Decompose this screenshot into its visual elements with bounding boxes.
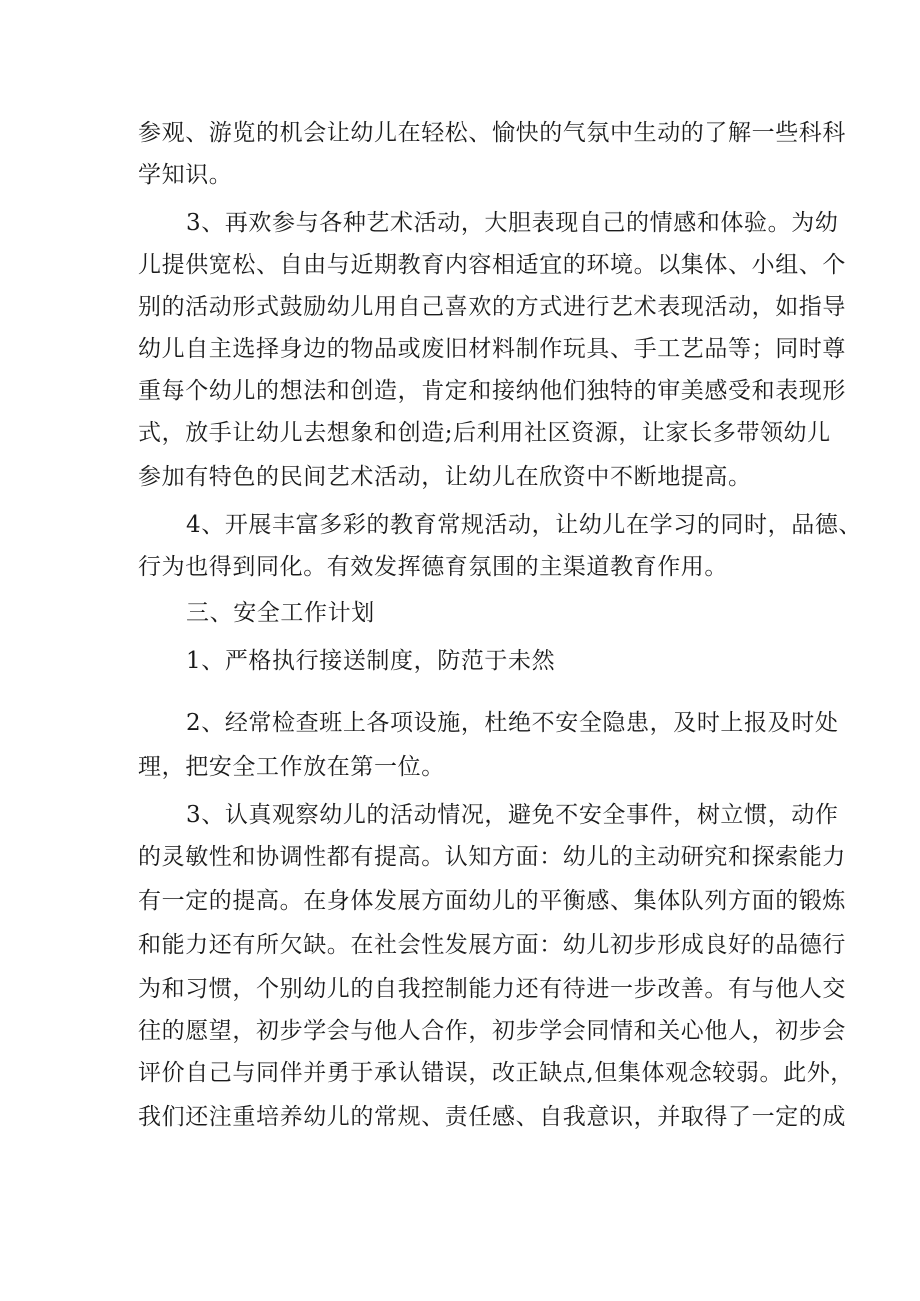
paragraph-start-line: 3、认真观察幼儿的活动情况，避免不安全事件，树立惯，动作 xyxy=(186,802,839,828)
text-line: 行为也得到同化。有效发挥德育氛围的主渠道教育作用。 xyxy=(138,554,728,580)
text-line: 有一定的提高。在身体发展方面幼儿的平衡感、集体队列方面的锻炼 xyxy=(138,888,846,914)
text-line: 重每个幼儿的想法和创造，肯定和接纳他们独特的审美感受和表现形 xyxy=(138,378,846,404)
text-line: 为和习惯，个别幼儿的自我控制能力还有待进一步改善。有与他人交 xyxy=(138,976,846,1002)
text-line: 儿提供宽松、自由与近期教育内容相适宜的环境。以集体、小组、个 xyxy=(138,252,846,278)
text-line: 式，放手让幼儿去想象和创造;后利用社区资源，让家长多带领幼儿 xyxy=(138,420,831,446)
text-line: 参加有特色的民间艺术活动，让幼儿在欣资中不断地提高。 xyxy=(138,464,752,490)
paragraph-start-line: 4、开展丰富多彩的教育常规活动，让幼儿在学习的同时，品德、 xyxy=(186,512,863,538)
text-line: 理，把安全工作放在第一位。 xyxy=(138,754,445,780)
text-line: 学知识。 xyxy=(138,162,233,188)
paragraph-start-line: 3、再欢参与各种艺术活动，大胆表现自己的情感和体验。为幼 xyxy=(186,210,839,236)
text-line: 我们还注重培养幼儿的常规、责任感、自我意识，并取得了一定的成 xyxy=(138,1104,846,1130)
text-line: 和能力还有所欠缺。在社会性发展方面：幼儿初步形成良好的品德行 xyxy=(138,932,846,958)
section-heading: 三、安全工作计划 xyxy=(186,600,375,626)
text-line: 幼儿自主选择身边的物品或废旧材料制作玩具、手工艺品等；同时尊 xyxy=(138,336,846,362)
text-line: 的灵敏性和协调性都有提高。认知方面：幼儿的主动研究和探索能力 xyxy=(138,844,846,870)
list-item-line: 1、严格执行接送制度，防范于未然 xyxy=(186,648,556,674)
text-line: 参观、游览的机会让幼儿在轻松、愉快的气氛中生动的了解一些科科 xyxy=(138,120,846,146)
paragraph-start-line: 2、经常检查班上各项设施，杜绝不安全隐患，及时上报及时处 xyxy=(186,710,839,736)
text-line: 别的活动形式鼓励幼儿用自己喜欢的方式进行艺术表现活动，如指导 xyxy=(138,294,846,320)
text-line: 往的愿望，初步学会与他人合作，初步学会同情和关心他人，初步会 xyxy=(138,1018,846,1044)
text-line: 评价自己与同伴并勇于承认错误，改正缺点,但集体观念较弱。此外， xyxy=(138,1060,854,1086)
